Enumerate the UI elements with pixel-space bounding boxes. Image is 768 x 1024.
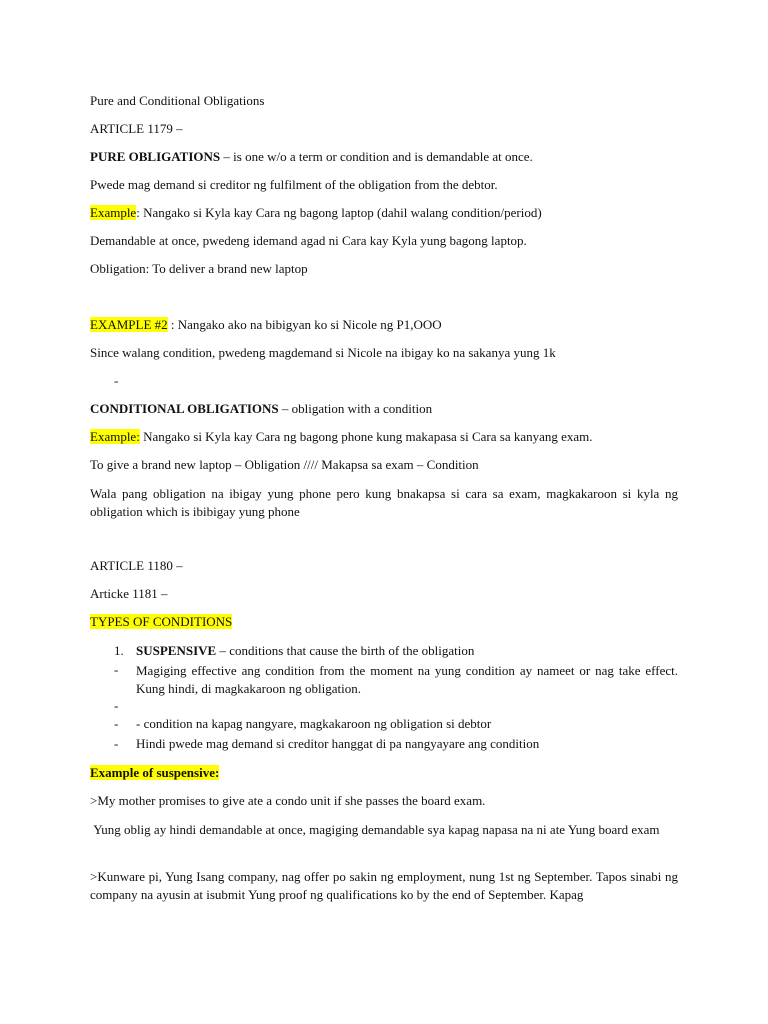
types-of-conditions-heading (90, 614, 678, 630)
conditional-example (90, 429, 678, 445)
suspensive-definition-text: – conditions that cause the birth of the obligation (216, 643, 475, 658)
conditional-obligations-term: CONDITIONAL OBLIGATIONS (90, 401, 279, 416)
conditional-breakdown: To give a brand new laptop – Obligation //// Makapsa sa exam – Condition (90, 457, 479, 472)
pure-explanation: Demandable at once, pwedeng idemand agad ni Cara kay Kyla yung bagong laptop. (90, 233, 527, 248)
article-1180-heading: ARTICLE 1180 – (90, 558, 183, 573)
pure-example-text: : Nangako si Kyla kay Cara ng bagong laptop (dahil walang condition/period) (136, 205, 542, 220)
pure-obligations-definition (90, 149, 678, 165)
pure-obligations-term: PURE OBLIGATIONS (90, 149, 221, 164)
suspensive-example-1-note: Yung oblig ay hindi demandable at once, magiging demandable sya kapag napasa na ni ate Yung board exam (90, 822, 660, 837)
suspensive-bullet-3: - condition na kapag nangyare, magkakaroon ng obligation si debtor (136, 716, 492, 731)
suspensive-bullet-4: Hindi pwede mag demand si creditor hanggat di pa nangyayare ang condition (136, 736, 540, 751)
pure-example (90, 205, 678, 221)
suspensive-bullet-1: Magiging effective ang condition from the moment na yung condition ay nameet or nag take effect. Kung hindi, di magkakaroon ng obligation. (136, 663, 678, 696)
suspensive-example-heading (90, 765, 678, 781)
pure-obligation-line: Obligation: To deliver a brand new laptop (90, 261, 308, 276)
list-dash: - (114, 662, 119, 677)
pure-example-2-text: : Nangako ako na bibigyan ko si Nicole ng P1,OOO (167, 317, 442, 332)
suspensive-term: SUSPENSIVE (136, 643, 217, 658)
pure-obligations-definition-text: – is one w/o a term or condition and is demandable at once. (220, 149, 533, 164)
pure-example-2-note: Since walang condition, pwedeng magdemand si Nicole na ibigay ko na sakanya yung 1k (90, 345, 556, 360)
conditional-explanation: Wala pang obligation na ibigay yung phone pero kung bnakapsa si cara sa exam, magkakaroon si kyla ng obligation which is ibibigay yung phone (90, 486, 678, 519)
suspensive-definition (136, 643, 678, 659)
conditional-obligations-definition-text: – obligation with a condition (278, 401, 433, 416)
conditional-example-label: Example: (90, 429, 140, 444)
document-title: Pure and Conditional Obligations (90, 93, 265, 108)
list-dash: - (114, 698, 119, 713)
list-dash: - (114, 736, 119, 751)
article-1181-heading: Articke 1181 – (90, 586, 168, 601)
pure-obligations-note: Pwede mag demand si creditor ng fulfilment of the obligation from the debtor. (90, 177, 498, 192)
conditional-example-text: Nangako si Kyla kay Cara ng bagong phone kung makapasa si Cara sa kanyang exam. (139, 429, 593, 444)
pure-example-label: Example (90, 205, 137, 220)
suspensive-example-heading-label: Example of suspensive: (90, 765, 220, 780)
conditional-obligations-definition (90, 401, 678, 417)
list-number: 1. (114, 643, 124, 658)
pure-example-2 (90, 317, 678, 333)
types-of-conditions-label: TYPES OF CONDITIONS (90, 614, 233, 629)
pure-example-2-label: EXAMPLE #2 (90, 317, 168, 332)
list-dash: - (114, 716, 119, 731)
suspensive-example-2: >Kunware pi, Yung Isang company, nag offer po sakin ng employment, nung 1st ng September. Tapos sinabi ng company na ayusin at isubmit Yung proof ng qualifications ko by the end of September. Kapag (90, 869, 678, 902)
suspensive-example-1: >My mother promises to give ate a condo unit if she passes the board exam. (90, 793, 486, 808)
list-dash: - (114, 373, 119, 388)
article-1179-heading: ARTICLE 1179 – (90, 121, 183, 136)
